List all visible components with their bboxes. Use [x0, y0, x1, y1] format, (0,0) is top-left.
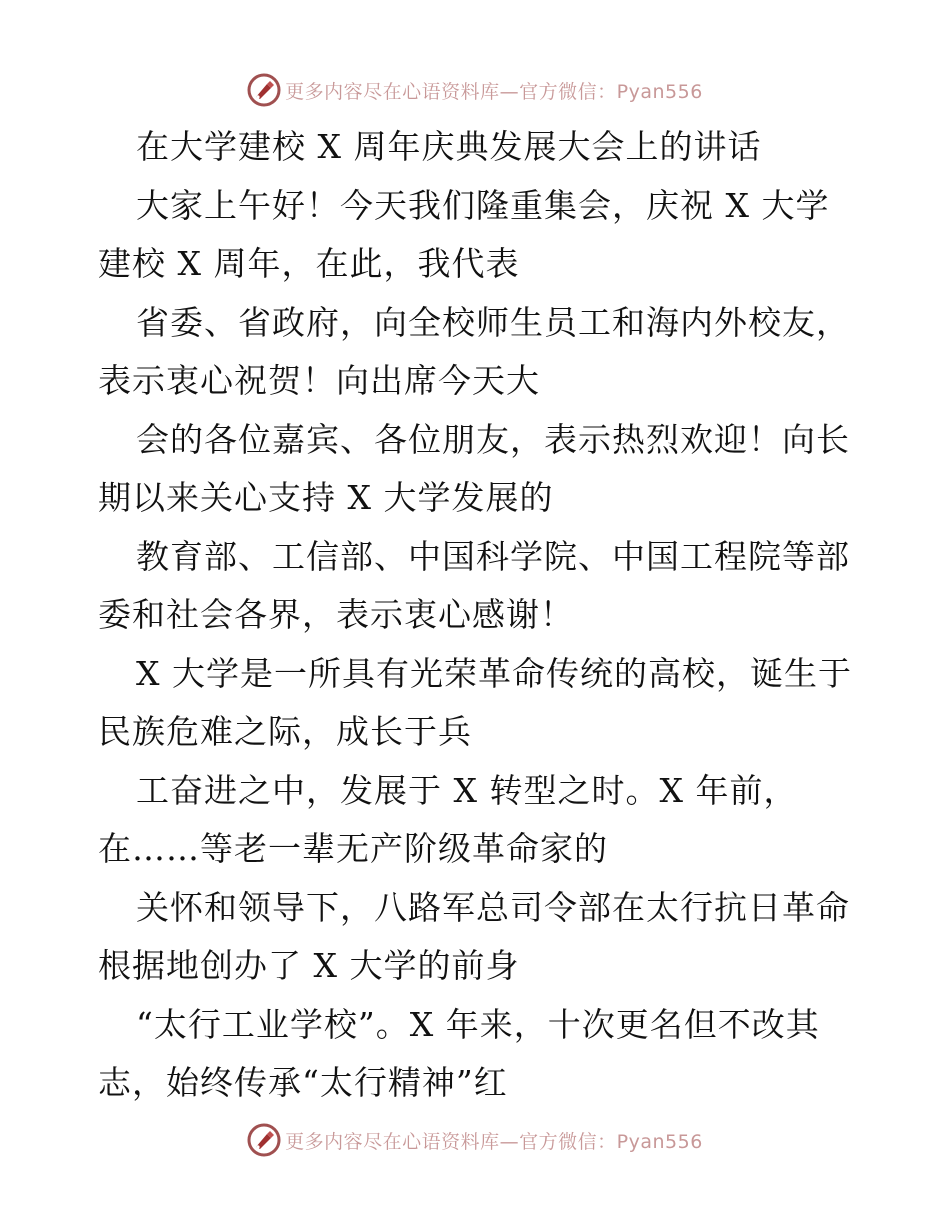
text-line: 根据地创办了 X 大学的前身	[98, 946, 520, 985]
header-watermark	[0, 70, 950, 110]
footer-watermark	[0, 1120, 950, 1160]
text-line: 在大学建校 X 周年庆典发展大会上的讲话	[136, 127, 762, 166]
document-body	[98, 118, 858, 1113]
text-line: 大家上午好！今天我们隆重集会，庆祝 X 大学	[136, 185, 830, 225]
watermark-text: 更多内容尽在心语资料库—官方微信：Pyan556	[285, 80, 703, 103]
text-line: 期以来关心支持 X 大学发展的	[98, 478, 554, 517]
text-line: 教育部、工信部、中国科学院、中国工程院等部	[136, 536, 850, 576]
pen-nib-logo-icon	[247, 73, 281, 107]
text-line: X 大学是一所具有光荣革命传统的高校，诞生于	[136, 653, 852, 693]
text-line: 委和社会各界，表示衷心感谢！	[98, 595, 574, 634]
text-line: 表示衷心祝贺！向出席今天大	[98, 361, 540, 400]
text-line: 省委、省政府，向全校师生员工和海内外校友，	[136, 302, 850, 342]
text-line: 建校 X 周年，在此，我代表	[98, 244, 520, 283]
text-line: 工奋进之中，发展于 X 转型之时。X 年前，	[136, 770, 798, 810]
pen-nib-logo-icon	[247, 1123, 281, 1157]
text-line: 会的各位嘉宾、各位朋友，表示热烈欢迎！向长	[136, 419, 850, 459]
text-line: 志，始终传承“太行精神”红	[98, 1063, 508, 1102]
watermark-text: 更多内容尽在心语资料库—官方微信：Pyan556	[285, 1130, 703, 1153]
text-line: “太行工业学校”。X 年来，十次更名但不改其	[136, 1004, 820, 1044]
text-line: 关怀和领导下，八路军总司令部在太行抗日革命	[136, 887, 850, 927]
text-line: 民族危难之际，成长于兵	[98, 712, 472, 751]
text-line: 在……等老一辈无产阶级革命家的	[98, 829, 608, 868]
